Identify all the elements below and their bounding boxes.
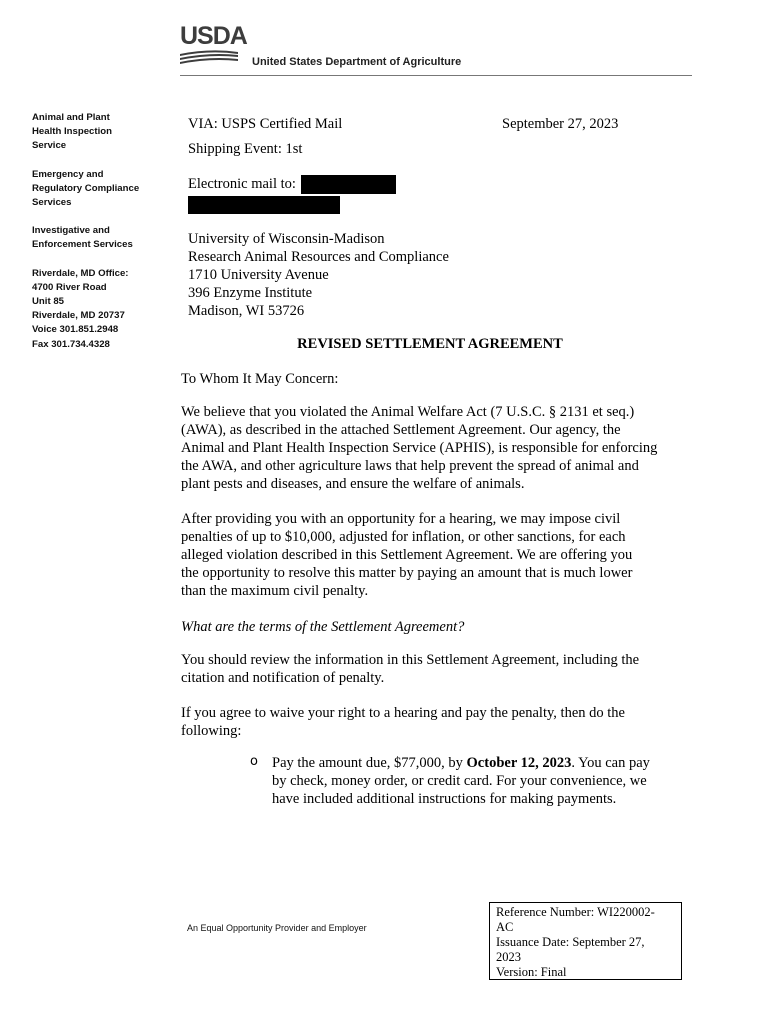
bullet-text: Pay the amount due, $77,000, by bbox=[272, 755, 467, 771]
paragraph-line: following: bbox=[181, 723, 242, 739]
paragraph-line: (AWA), as described in the attached Settlement Agreement. Our agency, the bbox=[181, 422, 621, 438]
paragraph-line: If you agree to waive your right to a hearing and pay the penalty, then do the bbox=[181, 705, 625, 721]
address-line: 1710 University Avenue bbox=[188, 267, 329, 283]
address-line: Research Animal Resources and Compliance bbox=[188, 249, 449, 265]
bullet-marker: o bbox=[250, 754, 258, 769]
sidebar-division bbox=[32, 224, 160, 252]
sidebar-line: Health Inspection bbox=[32, 126, 112, 138]
sidebar-line: Animal and Plant bbox=[32, 112, 110, 123]
letter-date: September 27, 2023 bbox=[502, 116, 619, 132]
paragraph-penalties bbox=[181, 510, 681, 600]
reference-box bbox=[489, 902, 682, 980]
paragraph-line: penalties of up to $10,000, adjusted for inflation, or other sanctions, for each bbox=[181, 529, 626, 545]
delivery-method: VIA: USPS Certified Mail bbox=[188, 116, 343, 132]
sidebar-line: Investigative and bbox=[32, 225, 110, 237]
paragraph-line: citation and notification of penalty. bbox=[181, 670, 385, 686]
sidebar-line: Fax 301.734.4328 bbox=[32, 338, 110, 350]
reference-line: Issuance Date: September 27, bbox=[496, 935, 645, 949]
usda-logo-text: USDA bbox=[180, 22, 247, 50]
sidebar-line: 4700 River Road bbox=[32, 281, 107, 293]
redaction-bar bbox=[188, 196, 340, 214]
paragraph-line: You should review the information in this Settlement Agreement, including the bbox=[181, 652, 640, 668]
salutation: To Whom It May Concern: bbox=[181, 371, 339, 387]
section-question: What are the terms of the Settlement Agreement? bbox=[181, 619, 465, 635]
paragraph-line: the opportunity to resolve this matter by paying an amount that is much lower bbox=[181, 565, 633, 581]
paragraph-line: the AWA, and other agriculture laws that help prevent the spread of animal and bbox=[181, 458, 639, 474]
paragraph-line: than the maximum civil penalty. bbox=[181, 583, 369, 599]
usda-logo bbox=[180, 22, 247, 69]
bullet-line bbox=[272, 754, 650, 772]
bullet-text: . You can pay bbox=[571, 755, 650, 771]
paragraph-violation bbox=[181, 403, 681, 493]
sidebar-unit bbox=[32, 168, 160, 211]
paragraph-line: After providing you with an opportunity for a hearing, we may impose civil bbox=[181, 511, 621, 527]
paragraph-line: plant pests and diseases, and ensure the welfare of animals. bbox=[181, 476, 525, 492]
sidebar-line: Emergency and bbox=[32, 168, 104, 180]
sidebar-agency bbox=[32, 111, 160, 154]
department-name: United States Department of Agriculture bbox=[252, 56, 462, 68]
paragraph-line: Animal and Plant Health Inspection Service (APHIS), is responsible for enforcing bbox=[181, 440, 658, 456]
sidebar-line: Services bbox=[32, 197, 72, 209]
sidebar-line: Unit 85 bbox=[32, 296, 64, 308]
reference-line: AC bbox=[496, 920, 514, 934]
sidebar-line: Riverdale, MD Office: bbox=[32, 267, 129, 279]
bullet-line: have included additional instructions for making payments. bbox=[272, 791, 617, 807]
address-line: 396 Enzyme Institute bbox=[188, 285, 313, 301]
paragraph-line: We believe that you violated the Animal Welfare Act (7 U.S.C. § 2131 et seq.) bbox=[181, 404, 635, 420]
sidebar-office bbox=[32, 267, 160, 352]
sidebar-line: Regulatory Compliance bbox=[32, 182, 140, 194]
bullet-line: by check, money order, or credit card. For your convenience, we bbox=[272, 773, 647, 789]
recipient-address bbox=[188, 230, 449, 320]
field-swoosh-icon bbox=[180, 50, 238, 64]
email-label: Electronic mail to: bbox=[188, 176, 296, 192]
due-date: October 12, 2023 bbox=[466, 755, 572, 771]
sidebar-line: Riverdale, MD 20737 bbox=[32, 310, 125, 322]
address-line: Madison, WI 53726 bbox=[188, 303, 305, 319]
reference-line: 2023 bbox=[496, 950, 521, 964]
sidebar bbox=[32, 111, 160, 366]
document-title: REVISED SETTLEMENT AGREEMENT bbox=[297, 336, 563, 352]
redaction-bar bbox=[301, 175, 396, 194]
address-line: University of Wisconsin-Madison bbox=[188, 231, 385, 247]
sidebar-line: Enforcement Services bbox=[32, 239, 133, 251]
payment-bullet bbox=[272, 754, 650, 808]
equal-opportunity-notice: An Equal Opportunity Provider and Employer bbox=[187, 923, 367, 933]
header-divider bbox=[180, 75, 692, 76]
paragraph-waive bbox=[181, 704, 681, 740]
reference-line: Reference Number: WI220002- bbox=[496, 905, 655, 919]
paragraph-line: alleged violation described in this Settlement Agreement. We are offering you bbox=[181, 547, 633, 563]
paragraph-review bbox=[181, 651, 681, 687]
reference-line: Version: Final bbox=[496, 965, 567, 979]
sidebar-line: Voice 301.851.2948 bbox=[32, 324, 119, 336]
sidebar-line: Service bbox=[32, 140, 67, 152]
shipping-event: Shipping Event: 1st bbox=[188, 141, 303, 157]
